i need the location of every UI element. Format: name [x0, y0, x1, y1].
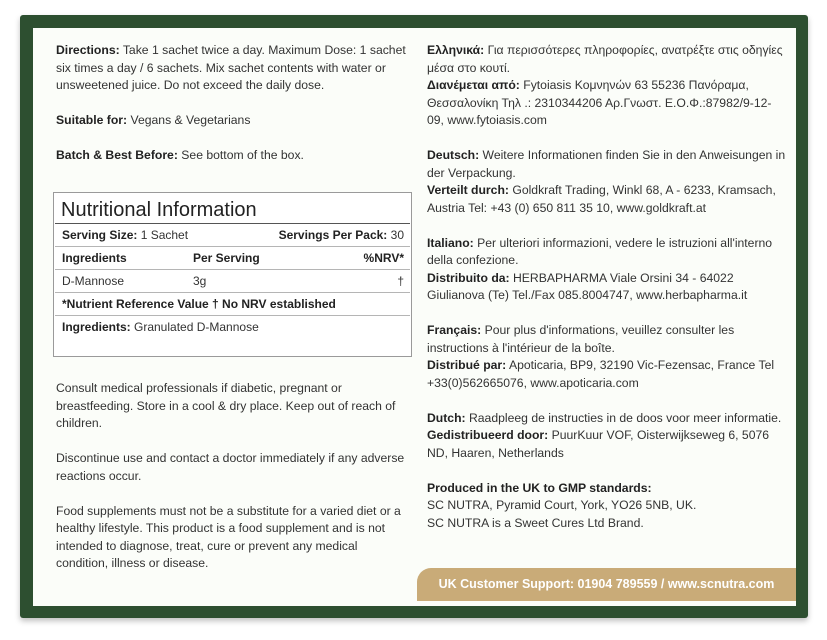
- uk-brand-note: SC NUTRA is a Sweet Cures Ltd Brand.: [427, 515, 644, 530]
- directions: [56, 42, 406, 95]
- row-nrv: †: [397, 274, 404, 288]
- suitable-for: [56, 112, 406, 130]
- french-text: Pour plus d'informations, veuillez consulter les instructions à l'intérieur de la boîte.: [427, 323, 735, 355]
- table-row: [55, 269, 410, 292]
- german-distributor: [427, 182, 787, 217]
- dutch-distributor: [427, 427, 787, 462]
- greek-dist-label: Διανέμεται από:: [427, 78, 520, 92]
- italian-info: [427, 235, 787, 270]
- greek-text: Για περισσότερες πληροφορίες, ανατρέξτε στις οδηγίες μέσα στο κουτί.: [427, 43, 783, 75]
- greek-distributor: [427, 77, 787, 130]
- dutch-info: [427, 410, 787, 428]
- directions-label: Directions:: [56, 43, 120, 57]
- supplement-disclaimer: Food supplements must not be a substitute for a varied diet or a healthy lifestyle. This product is a food supplement and is not intended to diagnose, treat, cure or prevent any medical condition, illness or disease.: [56, 503, 401, 570]
- german-label: Deutsch:: [427, 148, 480, 162]
- uk-production: [427, 480, 787, 498]
- row-name: D-Mannose: [62, 274, 125, 288]
- col-nrv: %NRV*: [363, 251, 404, 265]
- german-dist-text: Goldkraft Trading, Winkl 68, A - 6233, Kramsach, Austria Tel: +43 (0) 650 811 35 10, www.goldkraft.at: [427, 183, 776, 215]
- batch-best-before: [56, 147, 406, 165]
- row-amount: 3g: [193, 274, 207, 288]
- german-dist-label: Verteilt durch:: [427, 183, 509, 197]
- italian-distributor: [427, 270, 787, 305]
- italian-dist-text: HERBAPHARMA Viale Orsini 34 - 64022 Giulianova (Te) Tel./Fax 085.8004747, www.herbapharma.it: [427, 270, 748, 302]
- servings-per-pack-value: 30: [387, 228, 404, 242]
- suitable-text: Vegans & Vegetarians: [127, 113, 251, 127]
- directions-text: Take 1 sachet twice a day. Maximum Dose: 1 sachet six times a day / 6 sachets. Mix sachet contents with water or unsweetened juice. Do not exceed the daily dose.: [56, 43, 406, 92]
- greek-dist-text: Fytoiasis Κομνηνών 63 55236 Πανόραμα, Θεσσαλονίκη Τηλ .: 2310344206 Αρ.Γνωστ. Ε.Ο.Φ.:87982/9-12-09, www.fytoiasis.com: [427, 78, 772, 127]
- french-dist-label: Distribué par:: [427, 358, 507, 372]
- uk-address: SC NUTRA, Pyramid Court, York, YO26 5NB, UK.: [427, 498, 697, 512]
- french-info: [427, 322, 787, 357]
- ingredients-label: Ingredients:: [62, 320, 131, 334]
- greek-info: [427, 42, 787, 77]
- french-label: Français:: [427, 323, 482, 337]
- dutch-dist-label: Gedistribueerd door:: [427, 428, 549, 442]
- nutrition-title: Nutritional Information: [61, 199, 257, 221]
- suitable-label: Suitable for:: [56, 113, 128, 127]
- discontinue-warning: Discontinue use and contact a doctor immediately if any adverse reactions occur.: [56, 451, 405, 483]
- serving-row: [55, 223, 410, 246]
- italian-dist-label: Distribuito da:: [427, 270, 510, 285]
- col-per-serving: Per Serving: [193, 251, 260, 265]
- nrv-note: *Nutrient Reference Value † No NRV established: [62, 297, 336, 311]
- nutrition-table: [53, 192, 412, 357]
- dutch-dist-text: PuurKuur VOF, Oisterwijkseweg 6, 5076 ND, Haaren, Netherlands: [427, 428, 770, 460]
- uk-production-label: Produced in the UK to GMP standards:: [427, 480, 652, 495]
- left-column: [56, 42, 406, 165]
- consult-warning: Consult medical professionals if diabetic, pregnant or breastfeeding. Store in a cool & dry place. Keep out of reach of children.: [56, 381, 396, 430]
- italian-text: Per ulteriori informazioni, vedere le istruzioni all'interno della confezione.: [427, 235, 773, 267]
- customer-support-banner: [417, 568, 796, 601]
- left-warnings: [56, 380, 408, 573]
- french-distributor: [427, 357, 787, 392]
- table-header-row: [55, 246, 410, 269]
- batch-label: Batch & Best Before:: [56, 148, 178, 162]
- right-column: [427, 42, 787, 532]
- serving-size-label: Serving Size:: [62, 228, 138, 242]
- italian-label: Italiano:: [427, 235, 474, 250]
- ingredients-row: [55, 315, 410, 338]
- batch-text: See bottom of the box.: [177, 148, 304, 162]
- dutch-label: Dutch:: [427, 410, 466, 425]
- french-dist-text: Apoticaria, BP9, 32190 Vic-Fezensac, France Tel +33(0)562665076, www.apoticaria.com: [427, 358, 775, 390]
- nrv-note-row: [55, 292, 410, 315]
- greek-label: Ελληνικά:: [427, 43, 485, 57]
- dutch-text: Raadpleeg de instructies in de doos voor meer informatie.: [465, 410, 782, 425]
- servings-per-pack-label: Servings Per Pack:: [278, 228, 388, 242]
- col-ingredients: Ingredients: [62, 251, 127, 265]
- german-text: Weitere Informationen finden Sie in den Anweisungen in der Verpackung.: [427, 148, 786, 180]
- serving-size-value: 1 Sachet: [137, 228, 189, 242]
- ingredients-text: Granulated D-Mannose: [130, 320, 259, 334]
- customer-support-text: UK Customer Support: 01904 789559 / www.scnutra.com: [438, 577, 775, 591]
- german-info: [427, 147, 787, 182]
